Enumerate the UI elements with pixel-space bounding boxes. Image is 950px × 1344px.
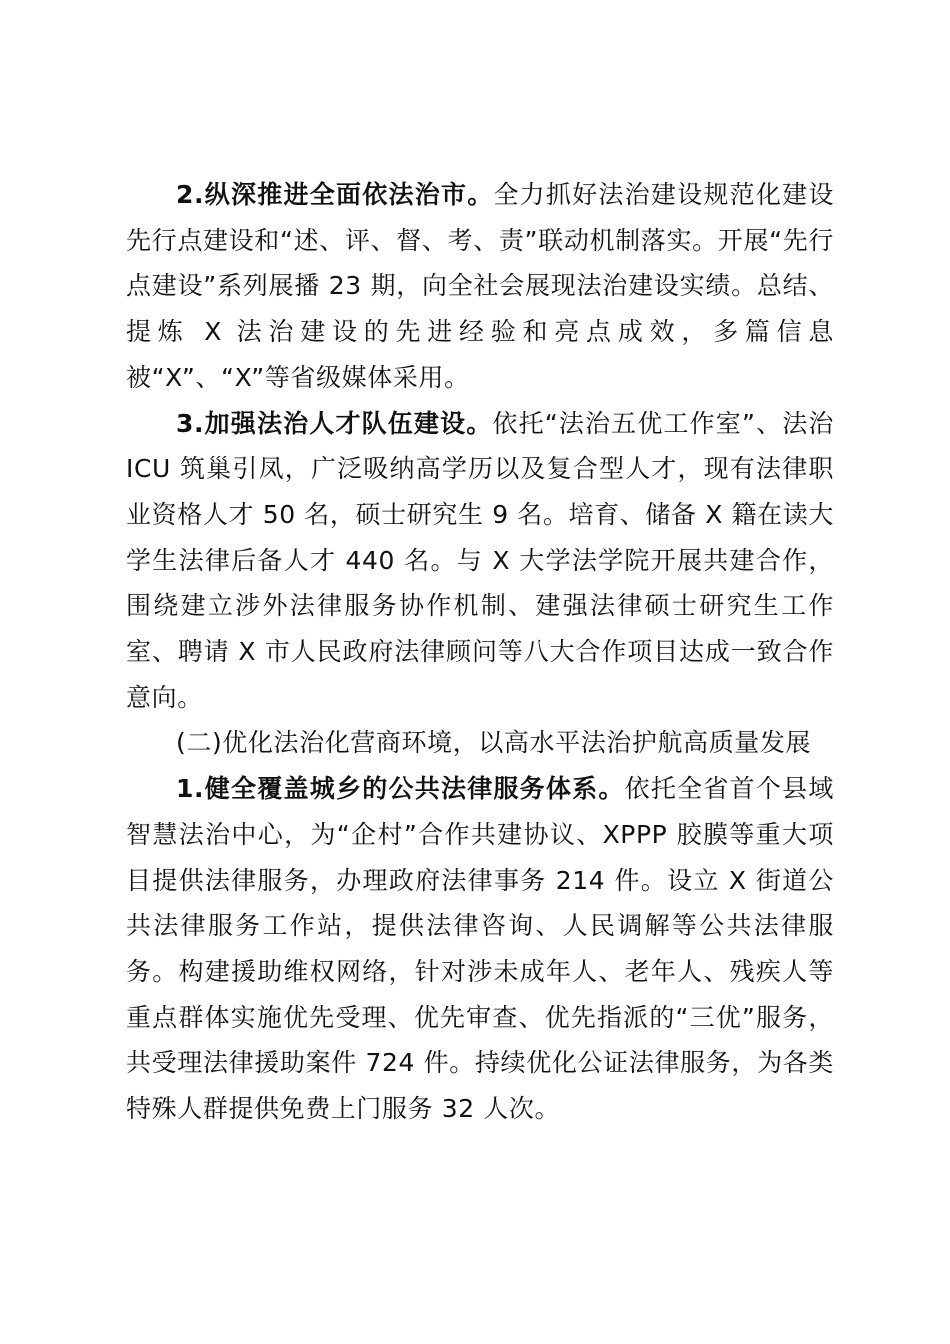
paragraph-lead-heading: 1.健全覆盖城乡的公共法律服务体系。 [176,774,625,804]
paragraph-comprehensive-rule-of-law [126,172,834,401]
paragraph-public-legal-services [126,766,834,1132]
paragraph-text: 全力抓好法治建设规范化建设先行点建设和“述、评、督、考、责”联动机制落实。开展“先行点建设”系列展播 23 期，向全社会展现法治建设实绩。总结、提炼 X 法治建设的先进经验和亮点成效，多篇信息被“X”、“X”等省级媒体采用。 [126,180,834,392]
paragraph-lead-heading: 2.纵深推进全面依法治市。 [176,180,494,209]
paragraph-text: 依托全省首个县域智慧法治中心，为“企村”合作共建协议、XPPP 胶膜等重大项目提供法律服务，办理政府法律事务 214 件。设立 X 街道公共法律服务工作站，提供法律咨询、人民调解等公共法律服务。构建援助维权网络，针对涉未成年人、老年人、残疾人等重点群体实施优先受理、优先审查、优先指派的“三优”服务，共受理法律援助案件 724 件。持续优化公证法律服务，为各类特殊人群提供免费上门服务 32 人次。 [126,774,834,1124]
document-body [126,172,834,1132]
paragraph-text: 依托“法治五优工作室”、法治 ICU 筑巢引凤，广泛吸纳高学历以及复合型人才，现有法律职业资格人才 50 名，硕士研究生 9 名。培育、储备 X 籍在读大学生法律后备人才 440 名。与 X 大学法学院开展共建合作，围绕建立涉外法律服务协作机制、建强法律硕士研究生工作室、聘请 X 市人民政府法律顾问等八大合作项目达成一致合作意向。 [126,408,834,712]
section-heading-business-environment [126,720,834,766]
paragraph-lead-heading: 3.加强法治人才队伍建设。 [176,408,493,438]
section-heading-text: (二)优化法治化营商环境，以高水平法治护航高质量发展 [176,728,812,758]
paragraph-legal-talent-team [126,401,834,721]
